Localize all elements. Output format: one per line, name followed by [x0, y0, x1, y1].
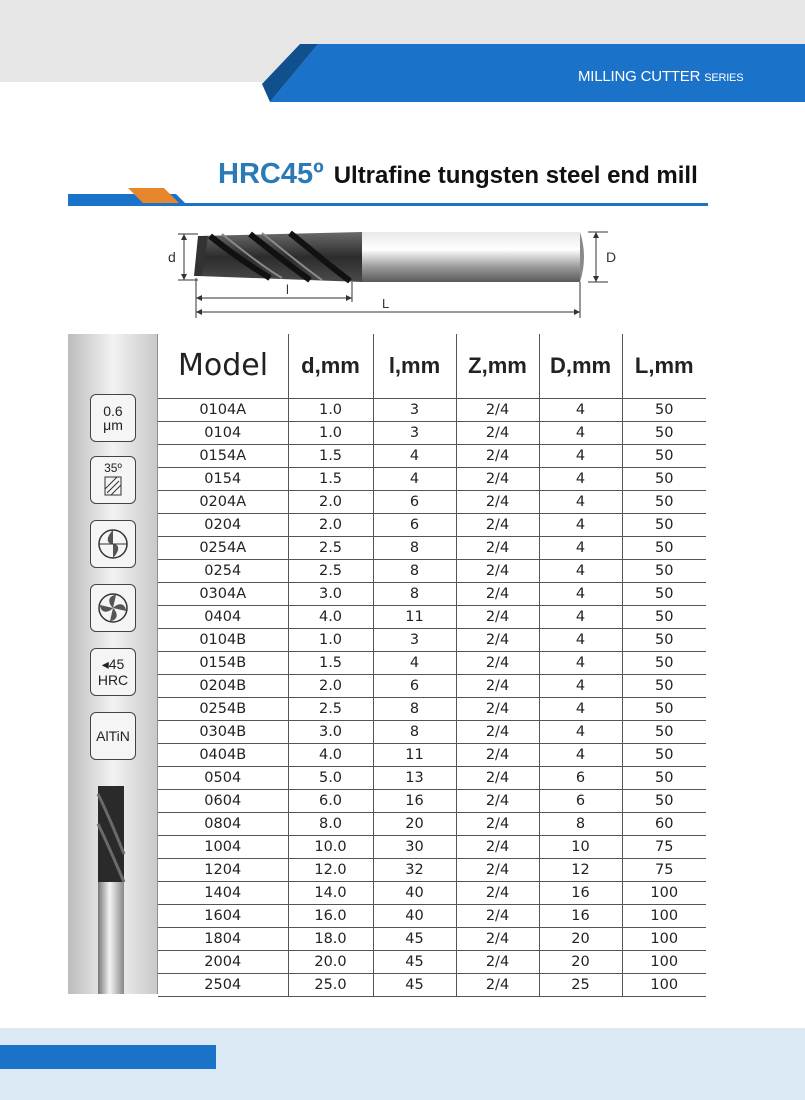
cell-D: 4 — [539, 651, 622, 674]
cell-L: 50 — [622, 559, 706, 582]
helix-angle-icon — [90, 456, 136, 504]
table-row — [158, 766, 706, 789]
table-row — [158, 490, 706, 513]
cell-L: 75 — [622, 835, 706, 858]
cell-z: 2/4 — [456, 421, 539, 444]
table-row — [158, 628, 706, 651]
cell-model: 0204A — [158, 490, 288, 513]
cell-D: 16 — [539, 881, 622, 904]
cell-model: 0104 — [158, 421, 288, 444]
cell-D: 4 — [539, 720, 622, 743]
cell-D: 6 — [539, 789, 622, 812]
title-text: Ultrafine tungsten steel end mill — [333, 162, 698, 189]
table-row — [158, 536, 706, 559]
cell-D: 4 — [539, 559, 622, 582]
cell-D: 4 — [539, 628, 622, 651]
cell-D: 4 — [539, 536, 622, 559]
cell-d: 20.0 — [288, 950, 373, 973]
cell-d: 2.0 — [288, 490, 373, 513]
cell-l: 40 — [373, 881, 456, 904]
cell-L: 50 — [622, 490, 706, 513]
cell-model: 0254A — [158, 536, 288, 559]
table-row — [158, 743, 706, 766]
cell-D: 4 — [539, 582, 622, 605]
table-row — [158, 674, 706, 697]
cell-L: 100 — [622, 927, 706, 950]
cell-model: 0304A — [158, 582, 288, 605]
cell-d: 8.0 — [288, 812, 373, 835]
cell-l: 3 — [373, 421, 456, 444]
grain-size-value: 0.6 — [103, 403, 123, 419]
cell-model: 0304B — [158, 720, 288, 743]
helix-angle-value: 35º — [104, 461, 122, 475]
cell-model: 0104A — [158, 398, 288, 421]
cell-model: 0504 — [158, 766, 288, 789]
cell-l: 8 — [373, 720, 456, 743]
hardness-icon — [90, 648, 136, 696]
cell-z: 2/4 — [456, 582, 539, 605]
cell-D: 8 — [539, 812, 622, 835]
hardness-unit: HRC — [97, 672, 129, 688]
cell-l: 11 — [373, 605, 456, 628]
header-model: Model — [158, 334, 288, 398]
cell-D: 25 — [539, 973, 622, 996]
cell-d: 1.0 — [288, 421, 373, 444]
cell-z: 2/4 — [456, 674, 539, 697]
cell-l: 30 — [373, 835, 456, 858]
cell-L: 50 — [622, 398, 706, 421]
cell-d: 16.0 — [288, 904, 373, 927]
table-row — [158, 720, 706, 743]
cell-l: 3 — [373, 628, 456, 651]
cell-D: 10 — [539, 835, 622, 858]
cell-l: 40 — [373, 904, 456, 927]
cell-d: 1.5 — [288, 467, 373, 490]
cell-model: 2504 — [158, 973, 288, 996]
cell-model: 0804 — [158, 812, 288, 835]
cell-model: 0604 — [158, 789, 288, 812]
table-row — [158, 559, 706, 582]
cell-z: 2/4 — [456, 651, 539, 674]
cell-D: 4 — [539, 743, 622, 766]
cell-model: 0154B — [158, 651, 288, 674]
cell-d: 4.0 — [288, 605, 373, 628]
cell-l: 4 — [373, 467, 456, 490]
table-row — [158, 812, 706, 835]
cell-z: 2/4 — [456, 766, 539, 789]
cell-L: 50 — [622, 766, 706, 789]
cell-L: 50 — [622, 674, 706, 697]
cell-d: 14.0 — [288, 881, 373, 904]
header-z: Z,mm — [456, 334, 539, 398]
cell-model: 1604 — [158, 904, 288, 927]
cell-model: 1004 — [158, 835, 288, 858]
cell-l: 45 — [373, 927, 456, 950]
table-row — [158, 398, 706, 421]
cell-L: 100 — [622, 904, 706, 927]
cell-d: 1.0 — [288, 398, 373, 421]
cell-L: 50 — [622, 697, 706, 720]
dim-l-label: l — [286, 282, 289, 297]
cell-L: 75 — [622, 858, 706, 881]
table-row — [158, 858, 706, 881]
cell-d: 25.0 — [288, 973, 373, 996]
cell-L: 50 — [622, 444, 706, 467]
table-row — [158, 444, 706, 467]
cell-l: 6 — [373, 674, 456, 697]
cell-z: 2/4 — [456, 881, 539, 904]
cell-d: 3.0 — [288, 720, 373, 743]
cell-z: 2/4 — [456, 628, 539, 651]
table-row — [158, 835, 706, 858]
cell-d: 1.5 — [288, 444, 373, 467]
table-row — [158, 927, 706, 950]
cell-L: 50 — [622, 605, 706, 628]
cell-z: 2/4 — [456, 605, 539, 628]
table-row — [158, 605, 706, 628]
cell-z: 2/4 — [456, 812, 539, 835]
cell-z: 2/4 — [456, 858, 539, 881]
cell-L: 50 — [622, 651, 706, 674]
cell-l: 11 — [373, 743, 456, 766]
cell-z: 2/4 — [456, 720, 539, 743]
dim-L-label: L — [382, 296, 390, 311]
cell-d: 12.0 — [288, 858, 373, 881]
table-row — [158, 973, 706, 996]
cell-L: 50 — [622, 421, 706, 444]
cell-d: 2.5 — [288, 559, 373, 582]
cell-L: 100 — [622, 950, 706, 973]
cell-L: 50 — [622, 720, 706, 743]
cell-D: 4 — [539, 697, 622, 720]
cell-D: 20 — [539, 950, 622, 973]
cell-L: 50 — [622, 513, 706, 536]
cell-d: 2.0 — [288, 674, 373, 697]
coating-label: AlTiN — [96, 728, 130, 744]
cell-d: 6.0 — [288, 789, 373, 812]
table-row — [158, 513, 706, 536]
table-row — [158, 950, 706, 973]
cell-d: 2.0 — [288, 513, 373, 536]
cell-D: 4 — [539, 398, 622, 421]
cell-d: 2.5 — [288, 536, 373, 559]
end-mill-drawing — [150, 222, 630, 322]
cell-z: 2/4 — [456, 490, 539, 513]
table-row — [158, 421, 706, 444]
cell-L: 50 — [622, 789, 706, 812]
cell-z: 2/4 — [456, 444, 539, 467]
cell-model: 0154 — [158, 467, 288, 490]
series-label — [578, 68, 743, 85]
cell-z: 2/4 — [456, 743, 539, 766]
header-L: L,mm — [622, 334, 706, 398]
table-row — [158, 697, 706, 720]
cell-model: 0104B — [158, 628, 288, 651]
dim-d-label: d — [168, 249, 176, 265]
table-row — [158, 904, 706, 927]
cell-D: 6 — [539, 766, 622, 789]
cell-l: 4 — [373, 651, 456, 674]
cell-z: 2/4 — [456, 536, 539, 559]
cell-D: 4 — [539, 674, 622, 697]
cell-D: 4 — [539, 605, 622, 628]
dim-D-label: D — [606, 249, 617, 265]
table-row — [158, 881, 706, 904]
cell-model: 0204 — [158, 513, 288, 536]
cell-l: 20 — [373, 812, 456, 835]
cell-D: 20 — [539, 927, 622, 950]
cell-D: 4 — [539, 444, 622, 467]
cell-D: 4 — [539, 467, 622, 490]
cell-l: 4 — [373, 444, 456, 467]
cell-D: 16 — [539, 904, 622, 927]
cell-z: 2/4 — [456, 398, 539, 421]
cell-L: 60 — [622, 812, 706, 835]
table-body — [158, 398, 706, 996]
cell-z: 2/4 — [456, 467, 539, 490]
cell-D: 4 — [539, 490, 622, 513]
spec-table — [158, 334, 706, 997]
table-row — [158, 582, 706, 605]
cell-D: 4 — [539, 421, 622, 444]
cell-model: 0254 — [158, 559, 288, 582]
cell-model: 0254B — [158, 697, 288, 720]
four-flute-icon — [90, 584, 136, 632]
cell-D: 12 — [539, 858, 622, 881]
page-title — [218, 158, 698, 191]
grain-size-icon — [90, 394, 136, 442]
cell-l: 6 — [373, 513, 456, 536]
cell-L: 50 — [622, 582, 706, 605]
cell-z: 2/4 — [456, 513, 539, 536]
table-row — [158, 467, 706, 490]
coating-icon — [90, 712, 136, 760]
series-label-small: SERIES — [704, 72, 744, 84]
two-flute-icon — [90, 520, 136, 568]
cell-z: 2/4 — [456, 559, 539, 582]
hardness-value: ◂45 — [101, 656, 125, 672]
header-D: D,mm — [539, 334, 622, 398]
cell-model: 1804 — [158, 927, 288, 950]
cell-model: 0404 — [158, 605, 288, 628]
cell-L: 100 — [622, 881, 706, 904]
cell-z: 2/4 — [456, 927, 539, 950]
cell-z: 2/4 — [456, 835, 539, 858]
cell-z: 2/4 — [456, 697, 539, 720]
cell-model: 0204B — [158, 674, 288, 697]
cell-L: 50 — [622, 628, 706, 651]
cell-L: 100 — [622, 973, 706, 996]
header-l: l,mm — [373, 334, 456, 398]
cell-model: 0404B — [158, 743, 288, 766]
cell-l: 8 — [373, 536, 456, 559]
cell-l: 16 — [373, 789, 456, 812]
cell-model: 0154A — [158, 444, 288, 467]
table-header-row — [158, 334, 706, 398]
cell-z: 2/4 — [456, 904, 539, 927]
cell-l: 8 — [373, 582, 456, 605]
cell-d: 4.0 — [288, 743, 373, 766]
cell-l: 45 — [373, 973, 456, 996]
cell-l: 3 — [373, 398, 456, 421]
grain-size-unit: μm — [103, 417, 123, 433]
footer-accent-bar — [0, 1045, 216, 1069]
header-d: d,mm — [288, 334, 373, 398]
cell-l: 8 — [373, 697, 456, 720]
cell-L: 50 — [622, 536, 706, 559]
cell-z: 2/4 — [456, 973, 539, 996]
cell-d: 1.0 — [288, 628, 373, 651]
cell-l: 13 — [373, 766, 456, 789]
cell-l: 45 — [373, 950, 456, 973]
cell-d: 2.5 — [288, 697, 373, 720]
series-label-main: MILLING CUTTER — [578, 68, 701, 85]
cell-d: 18.0 — [288, 927, 373, 950]
cell-z: 2/4 — [456, 789, 539, 812]
cell-d: 5.0 — [288, 766, 373, 789]
cell-z: 2/4 — [456, 950, 539, 973]
cell-d: 1.5 — [288, 651, 373, 674]
cell-l: 32 — [373, 858, 456, 881]
cell-l: 6 — [373, 490, 456, 513]
cell-d: 3.0 — [288, 582, 373, 605]
cell-model: 2004 — [158, 950, 288, 973]
title-hrc: HRC45º — [218, 158, 324, 190]
table-row — [158, 789, 706, 812]
cell-model: 1204 — [158, 858, 288, 881]
cell-L: 50 — [622, 743, 706, 766]
cell-l: 8 — [373, 559, 456, 582]
cell-model: 1404 — [158, 881, 288, 904]
cell-D: 4 — [539, 513, 622, 536]
cell-d: 10.0 — [288, 835, 373, 858]
table-row — [158, 651, 706, 674]
cell-L: 50 — [622, 467, 706, 490]
